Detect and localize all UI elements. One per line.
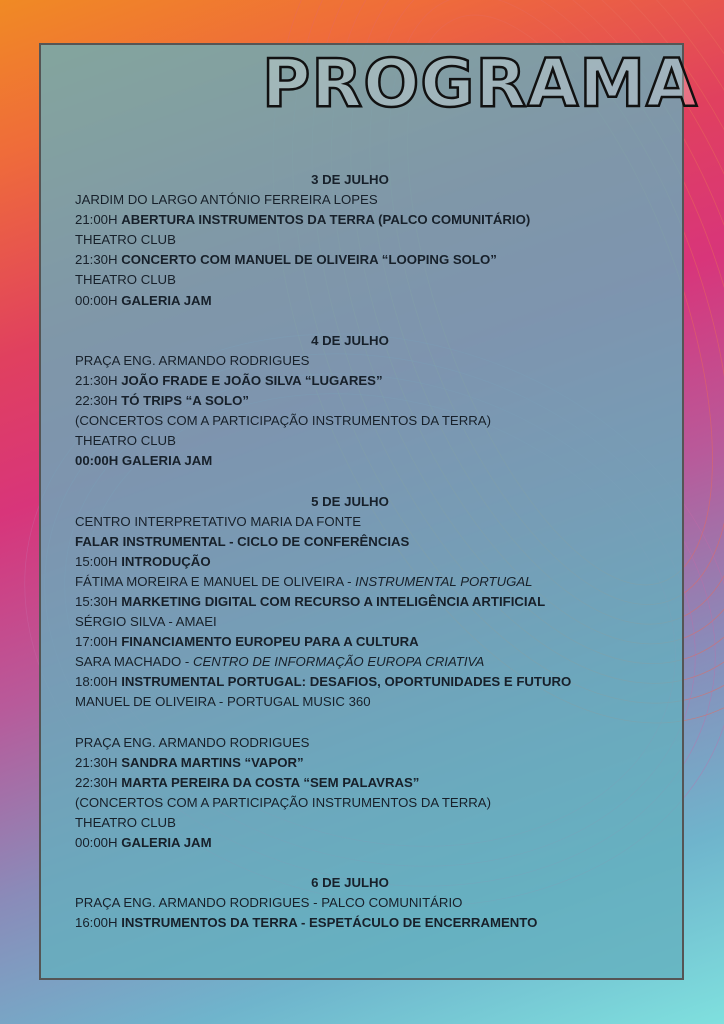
day-heading: 3 DE JULHO — [311, 172, 389, 187]
venue: PRAÇA ENG. ARMANDO RODRIGUES — [75, 352, 310, 368]
event-title: GALERIA JAM — [121, 292, 212, 308]
talk-time: 17:00H — [75, 634, 122, 650]
event-title: INSTRUMENTOS DA TERRA - ESPETÁCULO DE ENCERRAMENTO — [121, 915, 538, 931]
event-time: 21:00H — [75, 212, 122, 228]
speaker-line — [75, 572, 675, 592]
event-line — [75, 753, 675, 773]
venue: PRAÇA ENG. ARMANDO RODRIGUES — [75, 734, 310, 750]
speaker-line — [75, 692, 675, 712]
event-line — [75, 210, 675, 230]
speaker-line — [75, 612, 675, 632]
speaker-org: INSTRUMENTAL PORTUGAL — [355, 573, 533, 589]
section-heading — [75, 532, 675, 552]
talk-title: INTRODUÇÃO — [121, 553, 211, 569]
talk-title: FINANCIAMENTO EUROPEU PARA A CULTURA — [121, 634, 419, 650]
event-time: 16:00H — [75, 915, 122, 931]
talk-line — [75, 672, 675, 692]
venue: CENTRO INTERPRETATIVO MARIA DA FONTE — [75, 513, 361, 529]
program-content — [75, 170, 675, 934]
event-time: 00:00H — [75, 292, 122, 308]
venue: THEATRO CLUB — [75, 272, 176, 288]
event-time: 00:00H — [75, 835, 122, 851]
talk-line — [75, 552, 675, 572]
event-title: TÓ TRIPS “A SOLO” — [121, 393, 249, 409]
event-line — [75, 773, 675, 793]
event-line — [75, 250, 675, 270]
talk-time: 15:00H — [75, 553, 122, 569]
event-line — [75, 371, 675, 391]
event-time: 21:30H — [75, 252, 122, 268]
speaker: SARA MACHADO - — [75, 654, 193, 670]
event-title: MARTA PEREIRA DA COSTA “SEM PALAVRAS” — [121, 774, 420, 790]
talk-line — [75, 592, 675, 612]
event-title: SANDRA MARTINS “VAPOR” — [121, 754, 304, 770]
speaker-org: CENTRO DE INFORMAÇÃO EUROPA CRIATIVA — [192, 654, 485, 670]
speaker-line — [75, 652, 675, 672]
section-title: FALAR INSTRUMENTAL - CICLO DE CONFERÊNCIAS — [75, 533, 410, 549]
event-title: ABERTURA INSTRUMENTOS DA TERRA (PALCO COMUNITÁRIO) — [121, 212, 531, 228]
venue: THEATRO CLUB — [75, 433, 176, 449]
event-time: 21:30H — [75, 754, 122, 770]
event-line — [75, 913, 675, 933]
event-time: 22:30H — [75, 774, 122, 790]
event-line — [75, 451, 675, 471]
speaker: SÉRGIO SILVA - AMAEI — [75, 614, 217, 630]
day-heading: 5 DE JULHO — [311, 493, 389, 509]
event-title: JOÃO FRADE E JOÃO SILVA “LUGARES” — [121, 372, 383, 388]
event-title: GALERIA JAM — [121, 835, 212, 851]
talk-title: INSTRUMENTAL PORTUGAL: DESAFIOS, OPORTUNIDADES E FUTURO — [121, 674, 572, 690]
speaker: FÁTIMA MOREIRA E MANUEL DE OLIVEIRA - — [75, 573, 356, 589]
event-line — [75, 391, 675, 411]
venue: THEATRO CLUB — [75, 232, 176, 248]
page-title: PROGRAMA — [262, 45, 699, 122]
day-heading: 4 DE JULHO — [311, 332, 389, 348]
note: (CONCERTOS COM A PARTICIPAÇÃO INSTRUMENTOS DA TERRA) — [75, 794, 491, 810]
venue: THEATRO CLUB — [75, 815, 176, 830]
event-line — [75, 833, 675, 853]
talk-time: 18:00H — [75, 674, 122, 690]
day-heading: 6 DE JULHO — [311, 875, 389, 891]
event-title: CONCERTO COM MANUEL DE OLIVEIRA “LOOPING SOLO” — [121, 252, 497, 268]
event-time: 21:30H — [75, 372, 122, 388]
venue: PRAÇA ENG. ARMANDO RODRIGUES - PALCO COMUNITÁRIO — [75, 895, 463, 911]
talk-line — [75, 632, 675, 652]
speaker: MANUEL DE OLIVEIRA - PORTUGAL MUSIC 360 — [75, 694, 371, 710]
note: (CONCERTOS COM A PARTICIPAÇÃO INSTRUMENTOS DA TERRA) — [75, 413, 491, 429]
event-title: 00:00H GALERIA JAM — [75, 453, 213, 469]
talk-title: MARKETING DIGITAL COM RECURSO A INTELIGÊNCIA ARTIFICIAL — [121, 593, 546, 609]
event-line — [75, 291, 675, 311]
venue: JARDIM DO LARGO ANTÓNIO FERREIRA LOPES — [75, 192, 378, 208]
talk-time: 15:30H — [75, 593, 122, 609]
event-time: 22:30H — [75, 393, 122, 409]
